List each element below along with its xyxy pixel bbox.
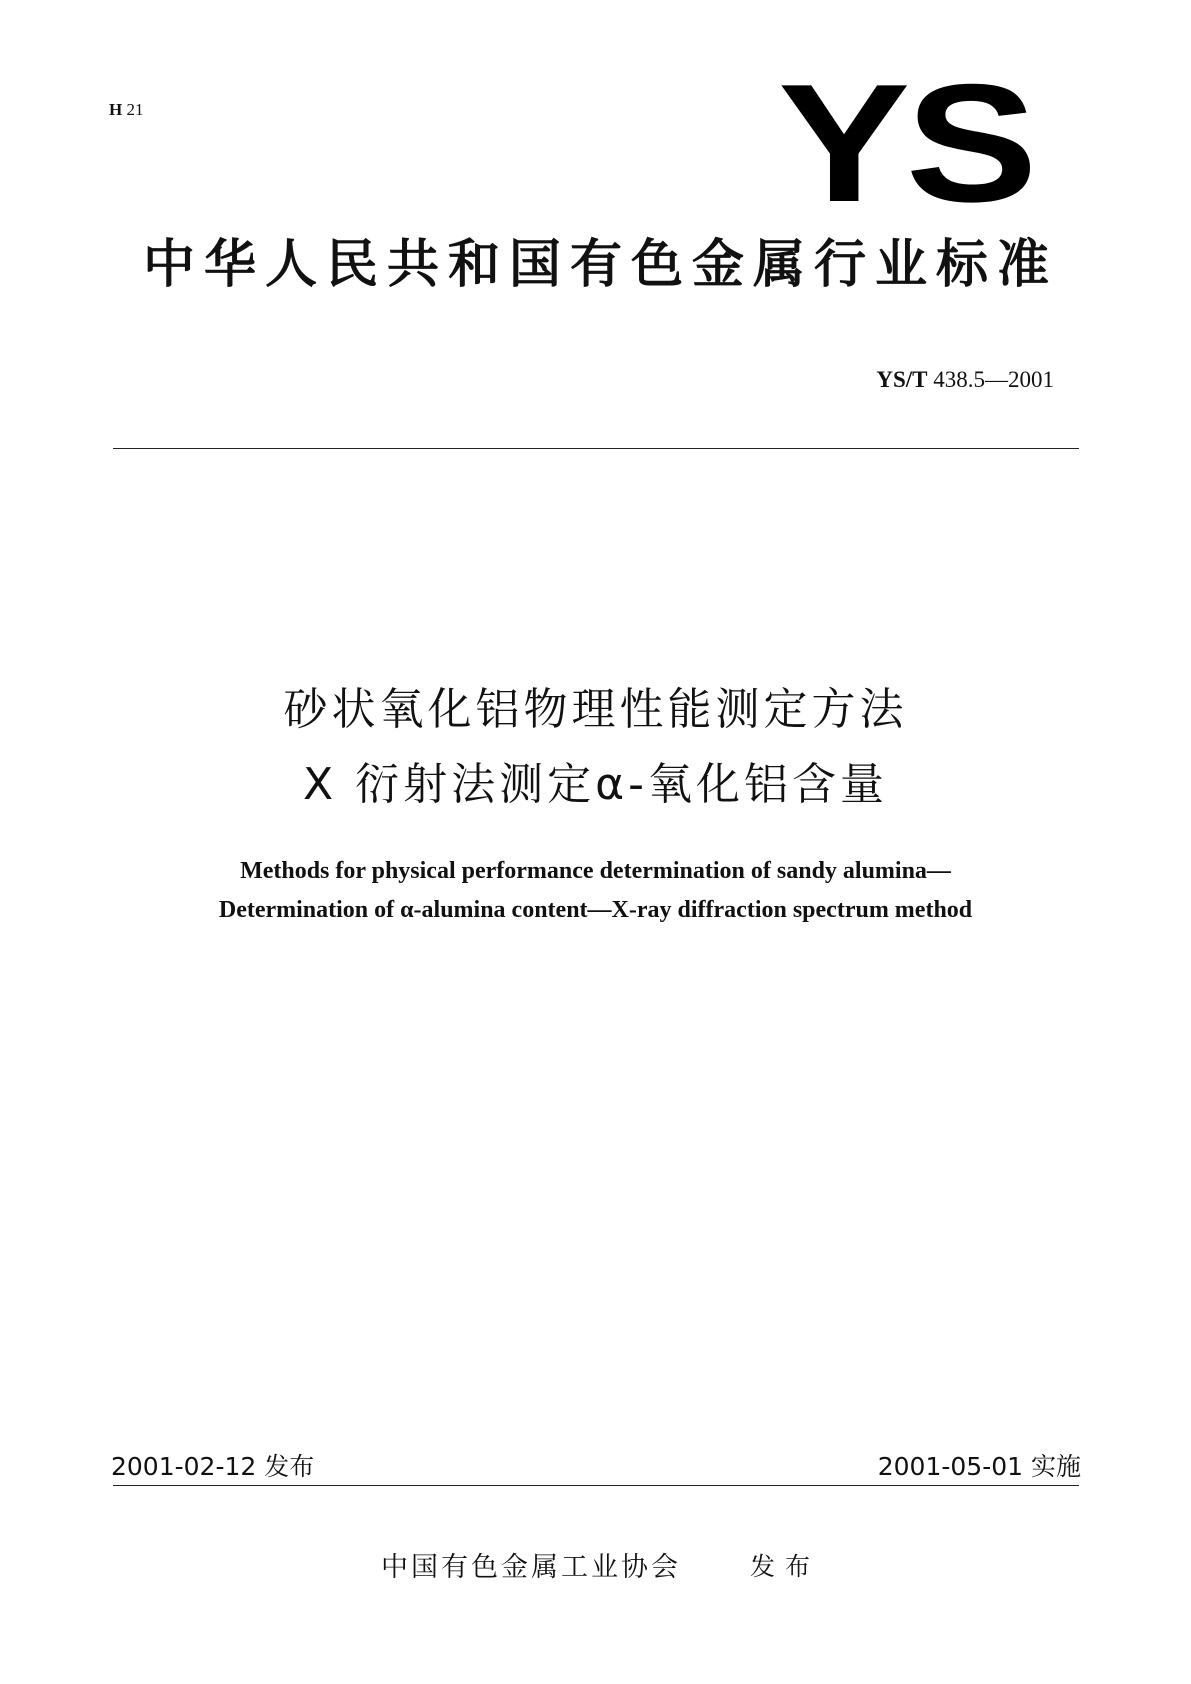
standard-code <box>876 367 1054 393</box>
ys-logo: YS <box>778 49 1034 237</box>
title-en-line1: Methods for physical performance determination of sandy alumina— <box>240 858 951 884</box>
classification-code <box>109 100 143 120</box>
title-cn-line2: X 衍射法测定α-氧化铝含量 <box>302 759 888 810</box>
standard-code-prefix: YS/T <box>876 367 928 392</box>
issue-date: 2001-02-12 发布 <box>111 1452 315 1481</box>
top-divider <box>113 448 1079 449</box>
classification-letter: H <box>109 100 123 119</box>
classification-number: 21 <box>126 100 144 119</box>
title-en-line2: Determination of α-alumina content—X-ray diffraction spectrum method <box>218 897 973 923</box>
title-cn-line1: 砂状氧化铝物理性能测定方法 <box>283 684 908 735</box>
standard-category: 中华人民共和国有色金属行业标准 <box>142 235 1058 295</box>
bottom-divider <box>113 1485 1079 1486</box>
publisher-action: 发布 <box>750 1552 821 1581</box>
standard-code-number: 438.5—2001 <box>933 367 1054 392</box>
implementation-date: 2001-05-01 实施 <box>877 1452 1081 1481</box>
publisher-name: 中国有色金属工业协会 <box>381 1552 681 1583</box>
